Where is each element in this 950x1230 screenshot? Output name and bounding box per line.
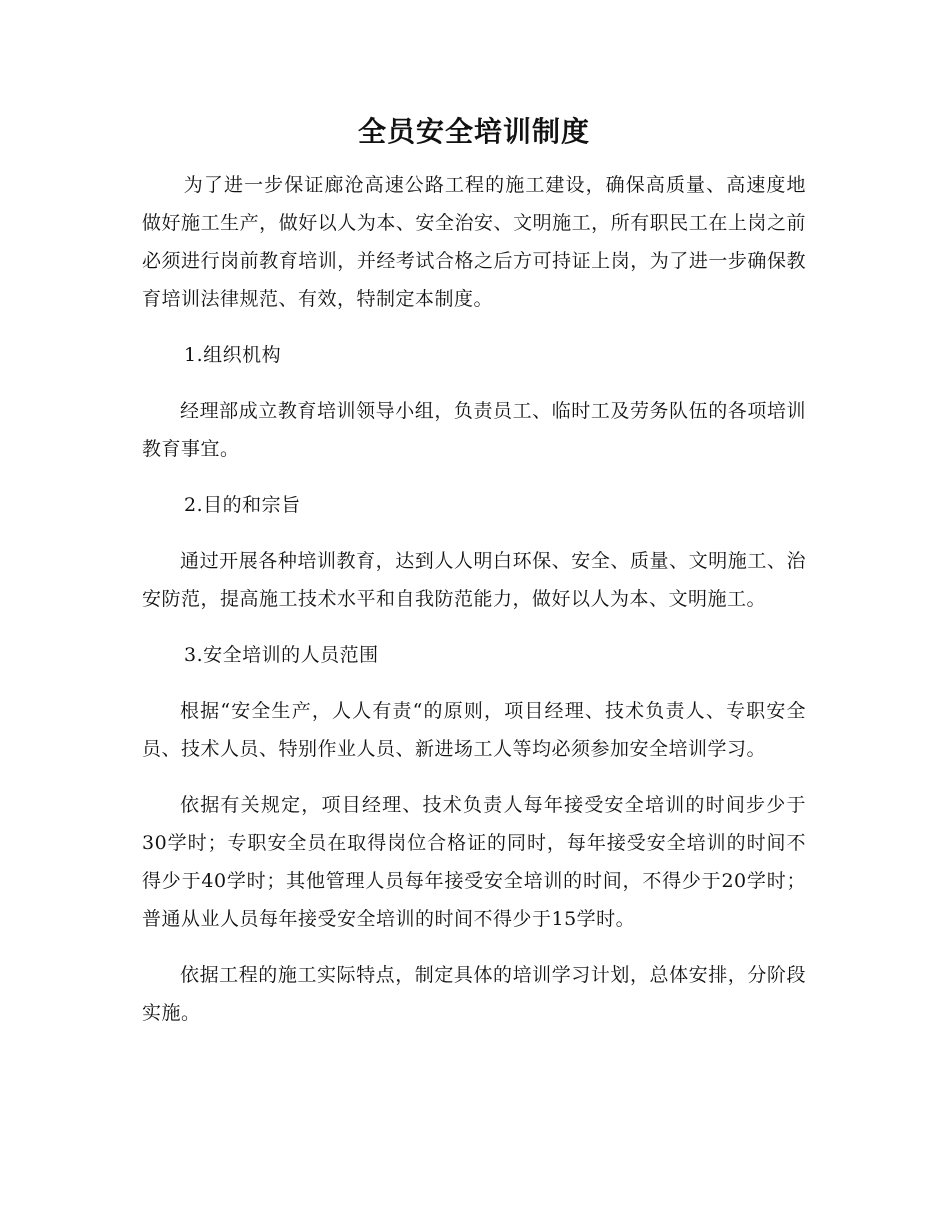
section-heading-scope: 3.安全培训的人员范围 — [184, 644, 379, 666]
intro-paragraph: 为了进一步保证廊沧高速公路工程的施工建设，确保高质量、高速度地做好施工生产，做好以人为本、安全治安、文明施工，所有职民工在上岗之前必须进行岗前教育培训，并经考试合格之后方可持证上岗，为了进一步确保教育培训法律规范、有效，特制定本制度。 — [142, 174, 806, 310]
organization-paragraph: 经理部成立教育培训领导小组，负责员工、临时工及劳务队伍的各项培训教育事宜。 — [142, 400, 806, 460]
training-hours-paragraph: 依据有关规定，项目经理、技术负责人每年接受安全培训的时间步少于30学时；专职安全员在取得岗位合格证的同时，每年接受安全培训的时间不得少于40学时；其他管理人员每年接受安全培训的时间，不得少于20学时；普通从业人员每年接受安全培训的时间不得少于15学时。 — [142, 794, 806, 930]
document-page — [142, 110, 806, 1050]
section-heading-purpose: 2.目的和宗旨 — [184, 494, 301, 516]
scope-paragraph: 根据“安全生产，人人有责“的原则，项目经理、技术负责人、专职安全员、技术人员、特别作业人员、新进场工人等均必须参加安全培训学习。 — [142, 700, 806, 760]
training-plan-paragraph: 依据工程的施工实际特点，制定具体的培训学习计划，总体安排，分阶段实施。 — [142, 964, 806, 1024]
section-heading-organization: 1.组织机构 — [184, 344, 282, 366]
document-title: 全员安全培训制度 — [357, 115, 590, 148]
purpose-paragraph: 通过开展各种培训教育，达到人人明白环保、安全、质量、文明施工、治安防范，提高施工技术水平和自我防范能力，做好以人为本、文明施工。 — [142, 550, 806, 610]
